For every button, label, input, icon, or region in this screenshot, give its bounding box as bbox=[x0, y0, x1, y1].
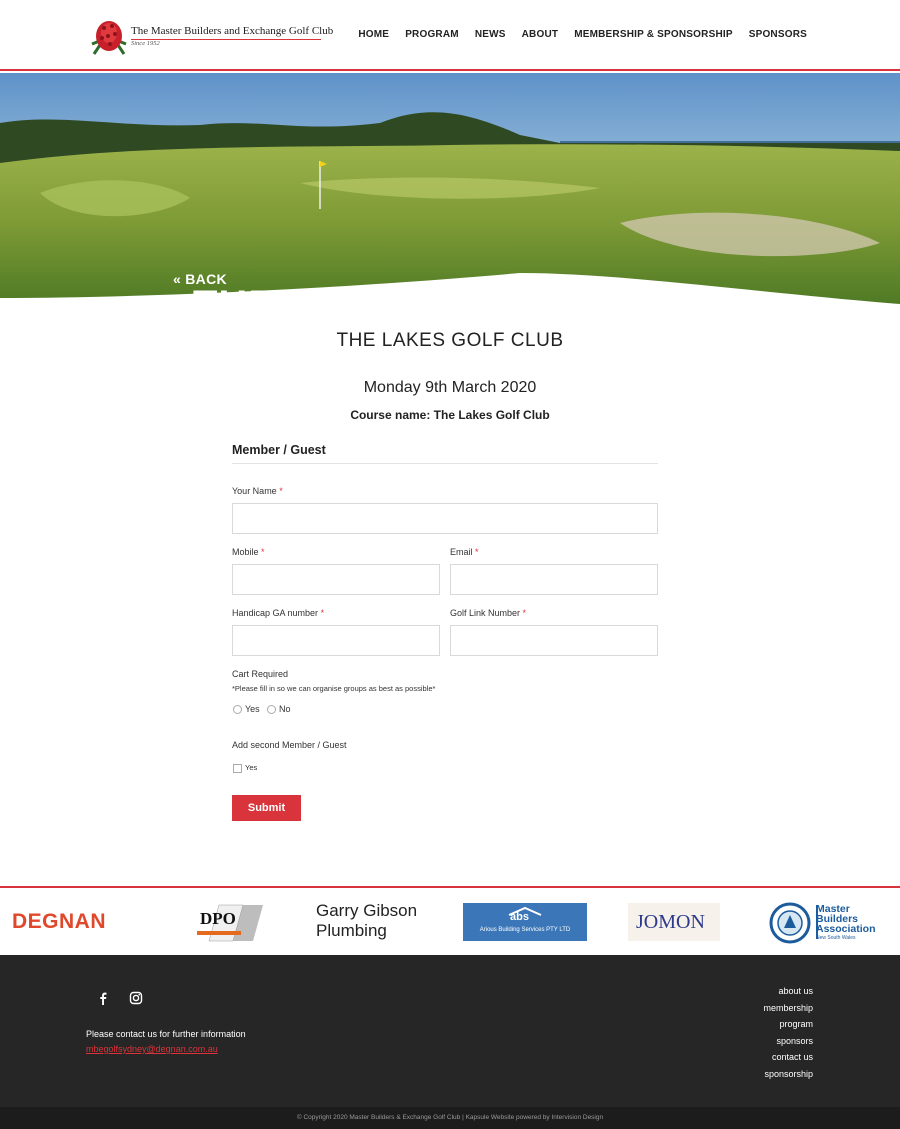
required-mark: * bbox=[261, 547, 265, 557]
contact-email-link[interactable]: mbegolfsydney@degnan.com.au bbox=[86, 1044, 218, 1054]
sponsor-abs[interactable] bbox=[463, 903, 587, 941]
gibson-line-2: Plumbing bbox=[316, 921, 387, 940]
nav-membership-sponsorship[interactable]: MEMBERSHIP & SPONSORSHIP bbox=[574, 29, 733, 40]
mba-line-2: Builders bbox=[816, 913, 859, 925]
cart-no-radio[interactable] bbox=[267, 705, 276, 714]
required-mark: * bbox=[475, 547, 479, 557]
footer-link-contact-us[interactable]: contact us bbox=[771, 1052, 813, 1062]
sponsor-garry-gibson[interactable] bbox=[316, 901, 417, 941]
logo-since: Since 1952 bbox=[131, 40, 160, 47]
mba-seal-icon bbox=[769, 902, 811, 944]
cart-required-label: Cart Required bbox=[232, 669, 289, 679]
site-footer bbox=[0, 955, 900, 1107]
site-header bbox=[0, 0, 900, 71]
back-link[interactable]: « BACK bbox=[173, 271, 227, 287]
cart-no-label[interactable]: No bbox=[279, 704, 291, 714]
sponsor-degnan[interactable]: DEGNAN bbox=[12, 910, 107, 933]
mobile-input[interactable] bbox=[232, 564, 440, 595]
jomon-logo-text: JOMON bbox=[636, 911, 705, 933]
sponsor-master-builders-association[interactable] bbox=[769, 902, 889, 946]
footer-link-membership[interactable]: membership bbox=[763, 1002, 813, 1013]
your-name-label bbox=[232, 486, 283, 496]
contact-text: Please contact us for further information bbox=[86, 1029, 246, 1039]
mba-line-3: Association bbox=[816, 923, 876, 935]
required-mark: * bbox=[279, 486, 283, 496]
copyright-bar: © Copyright 2020 Master Builders & Exchange Golf Club | Kapsule Website powered by Intervision Design bbox=[0, 1107, 900, 1129]
page-title: THE LAKES GOLF CLUB bbox=[336, 330, 564, 351]
email-label-text: Email bbox=[450, 547, 473, 557]
sponsor-strip bbox=[0, 886, 900, 955]
waratah-flower-icon bbox=[88, 14, 130, 58]
footer-links bbox=[763, 983, 813, 1082]
nav-news[interactable]: NEWS bbox=[474, 29, 506, 40]
nav-program[interactable]: PROGRAM bbox=[405, 29, 459, 40]
mobile-label-text: Mobile bbox=[232, 547, 259, 557]
main-nav bbox=[358, 29, 807, 40]
abs-logo-text: abs bbox=[510, 911, 529, 923]
footer-link-program[interactable]: program bbox=[779, 1019, 813, 1029]
your-name-input[interactable] bbox=[232, 503, 658, 534]
event-date: Monday 9th March 2020 bbox=[363, 379, 537, 396]
required-mark: * bbox=[320, 608, 325, 618]
nav-sponsors[interactable]: SPONSORS bbox=[748, 29, 807, 40]
nav-about[interactable]: ABOUT bbox=[521, 29, 559, 40]
hero-banner bbox=[0, 73, 900, 327]
form-section-heading: Member / Guest bbox=[232, 443, 658, 464]
footer-link-sponsors[interactable]: sponsors bbox=[776, 1035, 813, 1046]
required-mark: * bbox=[522, 608, 527, 618]
submit-button[interactable]: Submit bbox=[232, 795, 301, 821]
mba-name bbox=[816, 904, 876, 934]
cart-note: *Please fill in so we can organise groups as best as possible* bbox=[232, 684, 436, 693]
footer-link-sponsorship[interactable]: sponsorship bbox=[764, 1068, 813, 1079]
golf-course-image bbox=[0, 73, 900, 304]
dpo-logo-text: DPO bbox=[200, 909, 236, 928]
club-logo[interactable] bbox=[88, 14, 334, 58]
email-label bbox=[450, 547, 479, 557]
footer-link-about-us[interactable]: about us bbox=[778, 986, 813, 996]
cart-yes-label[interactable]: Yes bbox=[245, 704, 260, 714]
second-member-yes-label[interactable]: Yes bbox=[245, 763, 258, 772]
handicap-label-text: Handicap GA number bbox=[232, 608, 319, 618]
gibson-line-1: Garry Gibson bbox=[316, 901, 418, 920]
email-input[interactable] bbox=[450, 564, 658, 595]
your-name-label-text: Your Name bbox=[232, 486, 277, 496]
handicap-label bbox=[232, 608, 324, 618]
mobile-label bbox=[232, 547, 265, 557]
sponsor-dpo[interactable] bbox=[197, 903, 263, 943]
sponsor-jomon[interactable] bbox=[628, 903, 720, 941]
second-member-label: Add second Member / Guest bbox=[232, 740, 347, 750]
hero-title: THE LAKES GOLF CLUB bbox=[193, 283, 684, 327]
nav-home[interactable]: HOME bbox=[358, 29, 390, 40]
mba-sub-text: New South Wales bbox=[816, 935, 856, 941]
cart-yes-radio[interactable] bbox=[233, 705, 242, 714]
golf-link-label bbox=[450, 608, 526, 618]
registration-form bbox=[232, 443, 658, 814]
instagram-icon[interactable] bbox=[129, 991, 143, 1005]
facebook-icon[interactable] bbox=[96, 991, 110, 1005]
golf-link-label-text: Golf Link Number bbox=[450, 608, 521, 618]
handicap-input[interactable] bbox=[232, 625, 440, 656]
course-name: Course name: The Lakes Golf Club bbox=[350, 408, 550, 422]
second-member-checkbox[interactable] bbox=[233, 764, 242, 773]
mba-line-1: Master bbox=[816, 903, 850, 915]
golf-link-input[interactable] bbox=[450, 625, 658, 656]
abs-sub-text: Arious Building Services PTY LTD bbox=[479, 927, 571, 933]
logo-title: The Master Builders and Exchange Golf Club bbox=[131, 25, 334, 37]
